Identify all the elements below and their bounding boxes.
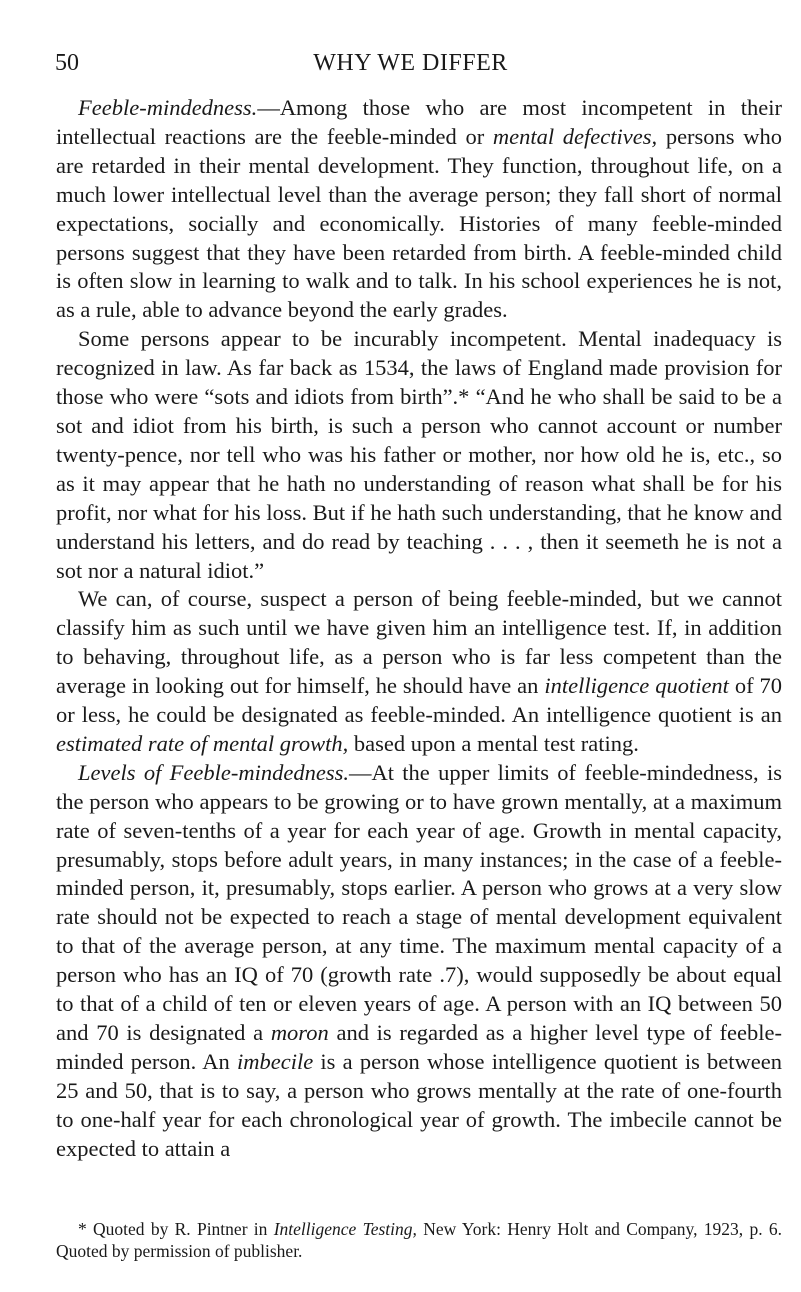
paragraph-legal-history	[56, 325, 782, 585]
page-header	[55, 50, 766, 82]
section-lead-in: Feeble-mindedness.	[78, 95, 258, 120]
text-run: —Among those who are most incompetent in their intellectual reactions are the feeble-minded or	[56, 95, 782, 149]
text-run: * Quoted by R. Pintner in	[78, 1219, 274, 1239]
paragraph-levels	[56, 759, 782, 1164]
text-run: and is regarded as a higher level type of feeble-minded person. An	[56, 1020, 782, 1074]
italic-term: intelligence quotient	[544, 673, 729, 699]
text-run: We can, of course, suspect a person of being feeble-minded, but we cannot classify him as such until we have given him an intelligence test. If, in addition to behaving, throughout life, as a person who is far less competent than the average in looking out for himself, he should have an	[56, 586, 782, 699]
text-run: based upon a mental test rating.	[348, 730, 639, 756]
italic-term: mental defectives,	[492, 123, 658, 149]
section-lead-in: Levels of Feeble-mindedness.	[78, 759, 349, 785]
running-title: WHY WE DIFFER	[313, 50, 508, 76]
page-number: 50	[55, 50, 79, 76]
italic-term: imbecile	[236, 1048, 314, 1074]
paragraph-feeble-mindedness	[56, 94, 782, 325]
paragraph-intelligence-test	[56, 585, 782, 758]
italic-term: estimated rate of mental growth,	[56, 730, 349, 756]
text-run: is a person whose intelligence quotient is between 25 and 50, that is to say, a person who grows mentally at the rate of one-fourth to one-half year for each chronological year of growth. The imbecile cannot be expected to attain a	[56, 1048, 782, 1161]
text-run: Some persons appear to be incurably incompetent. Mental inadequacy is recognized in law. As far back as 1534, the laws of England made provision for those who were “sots and idiots from birth”.* “And he who shall be said to be a sot and idiot from his birth, is such a person who cannot account or number twenty-pence, nor tell who was his father or mother, nor how old he is, etc., so as it may appear that he hath no understanding of reason what shall be for his profit, nor what for his loss. But if he hath such understanding, that he know and understand his letters, and do read by teaching . . . , then it seemeth he is not a sot nor a natural idiot.”	[56, 326, 782, 583]
cited-title: Intelligence Testing,	[273, 1219, 417, 1239]
text-run: —At the upper limits of feeble-mindedness, is the person who appears to be growing or to have grown mentally, at a maximum rate of seven-tenths of a year for each year of age. Growth in mental capacity, presumably, stops before adult years, in many instances; in the case of a feeble-minded person, it, presumably, stops earlier. A person who grows at a very slow rate should not be expected to reach a stage of mental development equivalent to that of the average person, at any time. The maximum mental capacity of a person who has an IQ of 70 (growth rate .7), would supposedly be about equal to that of a child of ten or eleven years of age. A person with an IQ between 50 and 70 is designated a	[56, 759, 782, 1045]
text-run: persons who are retarded in their mental development. They function, throughout life, on a much lower intellectual level than the average person; they fall short of normal expectations, socially and economically. Histories of many feeble-minded persons suggest that they have been retarded from birth. A feeble-minded child is often slow in learning to walk and to talk. In his school experiences he is not, as a rule, able to advance beyond the early grades.	[56, 123, 782, 323]
footnote	[56, 1218, 782, 1262]
text-run: New York: Henry Holt and Company, 1923, p. 6. Quoted by permission of publisher.	[56, 1219, 782, 1261]
italic-term: moron	[270, 1020, 329, 1045]
body-text	[56, 94, 782, 1164]
text-run: of 70 or less, he could be designated as feeble-minded. An intelligence quotient is an	[56, 673, 782, 728]
